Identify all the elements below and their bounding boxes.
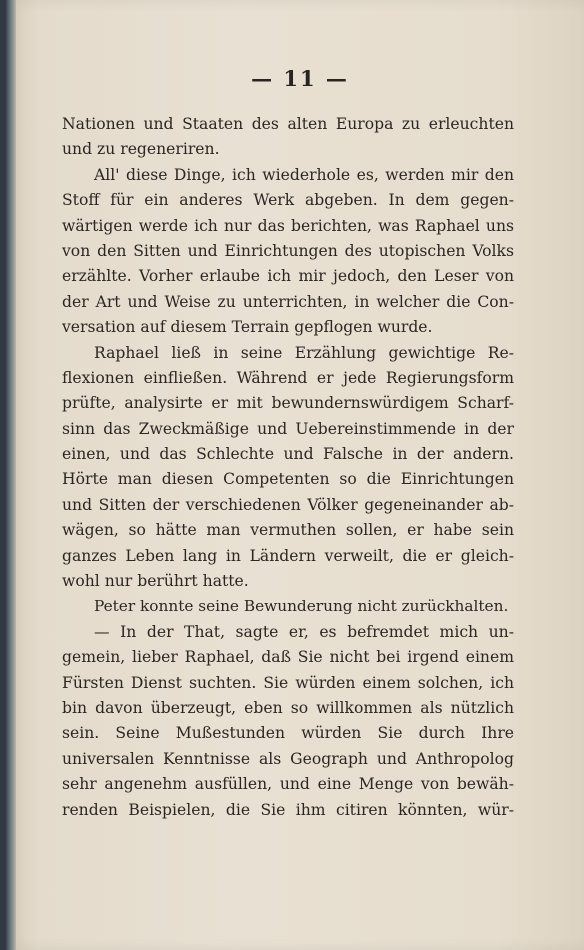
text-line: Stoff für ein anderes Werk abgeben. In dem gegen-	[62, 191, 514, 210]
text-line: sinn das Zweckmäßige und Uebereinstimmende in der	[62, 419, 514, 438]
text-line: bin davon überzeugt, eben so willkommen als nützlich	[62, 698, 514, 717]
text-line: von den Sitten und Einrichtungen des utopischen Volks	[62, 241, 514, 260]
text-line: ganzes Leben lang in Ländern verweilt, die er gleich-	[62, 546, 514, 565]
text-line: wohl nur berührt hatte.	[62, 572, 249, 591]
text-line: Peter konnte seine Bewunderung nicht zurückhalten.	[94, 597, 509, 616]
text-line: wärtigen werde ich nur das berichten, was Raphael uns	[62, 216, 514, 235]
text-line: gemein, lieber Raphael, daß Sie nicht bei irgend einem	[62, 648, 514, 667]
text-line: und zu regeneriren.	[62, 140, 220, 159]
text-line: sein. Seine Mußestunden würden Sie durch Ihre	[62, 724, 514, 743]
text-line: und Sitten der verschiedenen Völker gegeneinander ab-	[62, 495, 514, 514]
book-spine-edge	[6, 0, 16, 950]
text-line: — In der That, sagte er, es befremdet mich un-	[94, 622, 514, 641]
text-line: renden Beispielen, die Sie ihm citiren könnten, wür-	[62, 800, 514, 819]
text-line: prüfte, analysirte er mit bewundernswürdigem Scharf-	[62, 394, 514, 413]
text-line: sehr angenehm ausfüllen, und eine Menge von bewäh-	[62, 775, 514, 794]
text-line: Hörte man diesen Competenten so die Einrichtungen	[62, 470, 514, 489]
text-line: einen, und das Schlechte und Falsche in der andern.	[62, 445, 514, 464]
text-line: flexionen einfließen. Während er jede Regierungsform	[62, 368, 514, 387]
body-text	[62, 112, 514, 823]
text-line: wägen, so hätte man vermuthen sollen, er habe sein	[62, 521, 514, 540]
page-number-header: — 11 —	[251, 66, 349, 91]
text-line: Raphael ließ in seine Erzählung gewichtige Re-	[94, 343, 514, 362]
text-line: Fürsten Dienst suchten. Sie würden einem solchen, ich	[62, 673, 514, 692]
text-line: All' diese Dinge, ich wiederhole es, werden mir den	[94, 165, 514, 184]
text-line: versation auf diesem Terrain gepflogen wurde.	[62, 318, 433, 337]
text-line: Nationen und Staaten des alten Europa zu erleuchten	[62, 115, 514, 133]
text-line: erzählte. Vorher erlaube ich mir jedoch, den Leser von	[62, 267, 514, 286]
text-line: universalen Kenntnisse als Geograph und Anthropolog	[62, 749, 514, 768]
text-line: der Art und Weise zu unterrichten, in welcher die Con-	[62, 292, 514, 311]
